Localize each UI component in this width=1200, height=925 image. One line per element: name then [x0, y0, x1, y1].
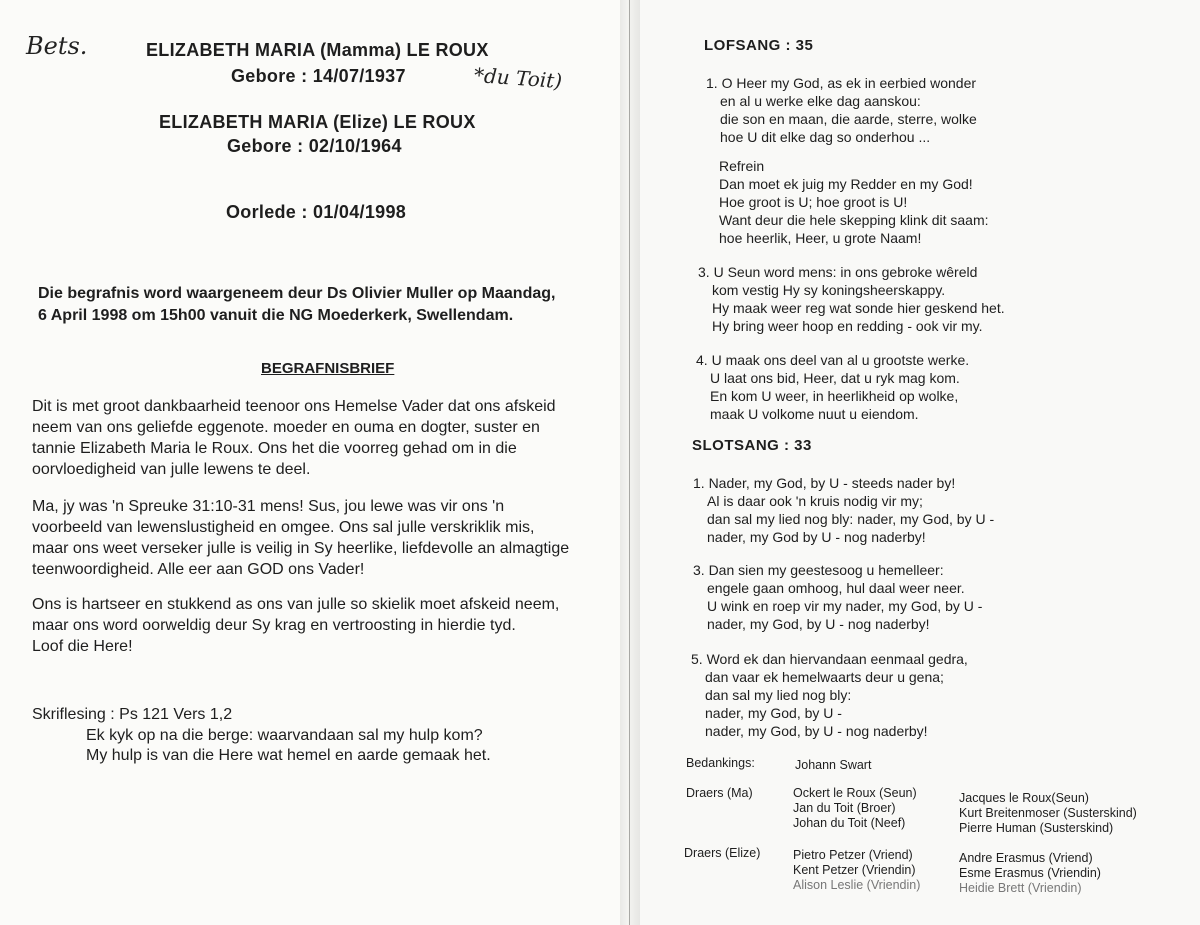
verse-line: 3. Dan sien my geestesoog u hemelleer: — [693, 562, 944, 578]
verse-line: nader, my God, by U - nog naderby! — [705, 723, 928, 739]
verse-line: en al u werke elke dag aanskou: — [720, 93, 921, 109]
lofsang-verse-1 — [706, 74, 977, 146]
verse-line: U laat ons bid, Heer, dat u ryk mag kom. — [710, 370, 960, 386]
slotsang-verse-1 — [693, 474, 994, 546]
lofsang-verse-4 — [696, 351, 969, 423]
paragraph-line: Dit is met groot dankbaarheid teenoor ons Hemelse Vader dat ons afskeid — [32, 398, 556, 415]
bearers-ma-column-2 — [959, 791, 1137, 836]
paragraph-line: voorbeeld van lewenslustigheid en omgee. Ons sal julle verskriklik mis, — [32, 519, 535, 536]
letter-paragraph-3 — [32, 594, 559, 657]
verse-line: nader, my God by U - nog naderby! — [707, 529, 926, 545]
verse-line: maak U volkome nuut u eiendom. — [710, 406, 919, 422]
bearer-name: Kent Petzer (Vriendin) — [793, 863, 916, 877]
bearer-name: Jacques le Roux(Seun) — [959, 791, 1089, 805]
bearer-name: Alison Leslie (Vriendin) — [793, 878, 921, 892]
deceased-name-elize: ELIZABETH MARIA (Elize) LE ROUX — [159, 112, 476, 132]
verse-line: nader, my God, by U - nog naderby! — [707, 616, 930, 632]
slotsang-verse-5 — [691, 650, 968, 740]
refrain-label: Refrein — [719, 158, 765, 174]
funeral-line: Die begrafnis word waargeneem deur Ds Olivier Muller op Maandag, — [38, 285, 556, 302]
bearer-name: Andre Erasmus (Vriend) — [959, 851, 1093, 865]
verse-line: Hy bring weer hoop en redding - ook vir my. — [712, 318, 983, 334]
verse-line: kom vestig Hy sy koningsheerskappy. — [712, 282, 946, 298]
verse-line: dan vaar ek hemelwaarts deur u gena; — [705, 669, 944, 685]
bearers-elize-column-2 — [959, 851, 1101, 896]
verse-line: engele gaan omhoog, hul daal weer neer. — [707, 580, 965, 596]
verse-line: Hy maak weer reg wat sonde hier geskend het. — [712, 300, 1005, 316]
birth-date-mamma: Gebore : 14/07/1937 — [231, 66, 406, 86]
funeral-line: 6 April 1998 om 15h00 vanuit die NG Moederkerk, Swellendam. — [38, 307, 514, 324]
lofsang-verse-3 — [698, 263, 1005, 335]
letter-paragraph-1 — [32, 396, 556, 480]
lofsang-title: LOFSANG : 35 — [704, 37, 814, 54]
page-fold — [620, 0, 640, 925]
letter-paragraph-2 — [32, 496, 569, 580]
lofsang-refrain — [719, 157, 989, 247]
right-page — [640, 0, 1200, 925]
handwritten-du-toit-note: *du Toit) — [473, 62, 563, 94]
verse-line: 4. U maak ons deel van al u grootste werke. — [696, 352, 970, 368]
bearer-name: Johan du Toit (Neef) — [793, 816, 906, 830]
verse-line: 1. Nader, my God, by U - steeds nader by! — [693, 475, 956, 491]
paragraph-line: tannie Elizabeth Maria le Roux. Ons het die voorreg gehad om in die — [32, 440, 517, 457]
death-date: Oorlede : 01/04/1998 — [226, 202, 407, 222]
verse-line: Want deur die hele skepping klink dit saam: — [719, 212, 989, 228]
thanks-label: Bedankings: — [686, 756, 755, 770]
birth-date-elize: Gebore : 02/10/1964 — [227, 136, 402, 156]
bearer-name: Pietro Petzer (Vriend) — [793, 848, 913, 862]
verse-line: hoe heerlik, Heer, u grote Naam! — [719, 230, 922, 246]
paragraph-line: teenwoordigheid. Alle eer aan GOD ons Vader! — [32, 561, 365, 578]
letter-title: BEGRAFNISBRIEF — [261, 360, 395, 377]
bearer-name: Ockert le Roux (Seun) — [793, 786, 917, 800]
paragraph-line: maar ons word oorweldig deur Sy krag en vertroosting in hierdie tyd. — [32, 617, 516, 634]
verse-line: U wink en roep vir my nader, my God, by U - — [707, 598, 983, 614]
paragraph-line: Ons is hartseer en stukkend as ons van julle so skielik moet afskeid neem, — [32, 596, 560, 613]
verse-line: hoe U dit elke dag so onderhou ... — [720, 129, 931, 145]
verse-line: En kom U weer, in heerlikheid op wolke, — [710, 388, 959, 404]
paragraph-line: Ma, jy was 'n Spreuke 31:10-31 mens! Sus, jou lewe was vir ons 'n — [32, 498, 505, 515]
verse-line: Dan moet ek juig my Redder en my God! — [719, 176, 973, 192]
bearer-name: Pierre Human (Susterskind) — [959, 821, 1114, 835]
verse-line: 1. O Heer my God, as ek in eerbied wonder — [706, 75, 977, 91]
scripture-reading-text — [86, 726, 491, 766]
funeral-notice — [38, 283, 555, 327]
verse-line: die son en maan, die aarde, sterre, wolke — [720, 111, 977, 127]
scripture-line: My hulp is van die Here wat hemel en aarde gemaak het. — [86, 747, 491, 764]
bearer-name: Jan du Toit (Broer) — [793, 801, 896, 815]
bearer-name: Heidie Brett (Vriendin) — [959, 881, 1082, 895]
bearer-name: Esme Erasmus (Vriendin) — [959, 866, 1101, 880]
verse-line: dan sal my lied nog bly: — [705, 687, 852, 703]
paragraph-line: maar ons weet verseker julle is veilig in Sy heerlike, liefdevolle an almagtige — [32, 540, 570, 557]
scripture-reading-title: Skriflesing : Ps 121 Vers 1,2 — [32, 706, 233, 723]
verse-line: Hoe groot is U; hoe groot is U! — [719, 194, 908, 210]
bearers-ma-column-1 — [793, 786, 917, 831]
verse-line: dan sal my lied nog bly: nader, my God, by U - — [707, 511, 995, 527]
handwritten-bets-note: Bets. — [26, 32, 88, 60]
deceased-name-mamma: ELIZABETH MARIA (Mamma) LE ROUX — [146, 40, 489, 60]
slotsang-title: SLOTSANG : 33 — [692, 437, 812, 454]
paragraph-line: Loof die Here! — [32, 638, 133, 655]
bearers-elize-column-1 — [793, 848, 920, 893]
bearers-elize-label: Draers (Elize) — [684, 846, 761, 860]
thanks-name: Johann Swart — [795, 758, 872, 772]
verse-line: 5. Word ek dan hiervandaan eenmaal gedra, — [691, 651, 968, 667]
verse-line: Al is daar ook 'n kruis nodig vir my; — [707, 493, 923, 509]
paragraph-line: neem van ons geliefde eggenote. moeder en ouma en dogter, suster en — [32, 419, 540, 436]
slotsang-verse-3 — [693, 561, 982, 633]
bearer-name: Kurt Breitenmoser (Susterskind) — [959, 806, 1137, 820]
verse-line: nader, my God, by U - — [705, 705, 842, 721]
paragraph-line: oorvloedigheid van julle lewens te deel. — [32, 461, 311, 478]
scripture-line: Ek kyk op na die berge: waarvandaan sal my hulp kom? — [86, 727, 483, 744]
verse-line: 3. U Seun word mens: in ons gebroke wêreld — [698, 264, 978, 280]
bearers-ma-label: Draers (Ma) — [686, 786, 753, 800]
